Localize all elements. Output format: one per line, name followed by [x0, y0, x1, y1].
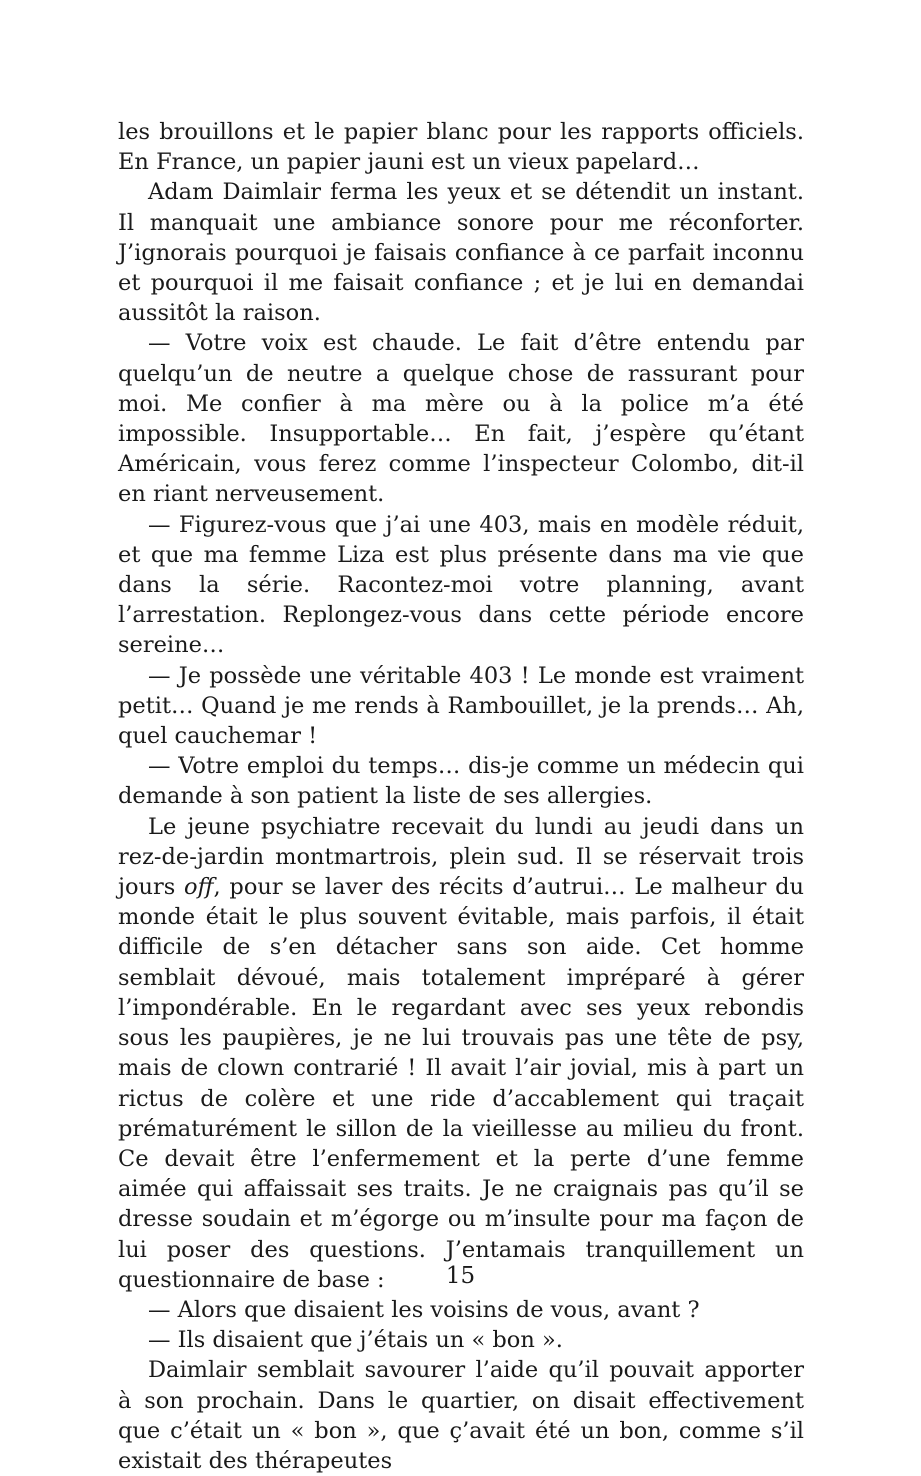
text-span: , pour se laver des récits d’autrui… Le malheur du monde était le plus souvent évitable, mais parfois, il était difficile de s’en détacher sans son aide. Cet homme semblait dévoué, mais totalement impréparé à gérer l’impondérable. En le regardant avec ses yeux rebondis sous les paupières, je ne lui trouvais pas une tête de psy, mais de clown contrarié ! Il avait l’air jovial, mis à part un rictus de colère et une ride d’accablement qui traçait prématurément le sillon de la vieillesse au milieu du front. Ce devait être l’enfermement et la perte d’une femme aimée qui affaissait ses traits. Je ne craignais pas qu’il se dresse soudain et m’égorge ou m’insulte pour ma façon de lui poser des questions. J’entamais tranquillement un questionnaire de base : [118, 874, 804, 1293]
paragraph: les brouillons et le papier blanc pour les rapports officiels. En France, un papier jauni est un vieux papelard… [118, 119, 804, 176]
paragraph [118, 812, 804, 1295]
paragraph: — Votre voix est chaude. Le fait d’être entendu par quelqu’un de neutre a quelque chose de rassurant pour moi. Me confier à ma mère ou à la police m’a été impossible. Insupportable… En fait, j’espère qu’étant Américain, vous ferez comme l’inspecteur Colombo, dit-il en riant nerveusement. [118, 330, 804, 508]
paragraph: — Alors que disaient les voisins de vous, avant ? [148, 1296, 700, 1323]
page-number: 15 [445, 1263, 476, 1289]
paragraph: — Figurez-vous que j’ai une 403, mais en modèle réduit, et que ma femme Liza est plus présente dans ma vie que dans la série. Racontez-moi votre planning, avant l’arrestation. Replongez-vous dans cette période encore sereine… [118, 511, 804, 659]
paragraph: — Votre emploi du temps… dis-je comme un médecin qui demande à son patient la liste de ses allergies. [118, 753, 804, 810]
text-span: Le jeune psychiatre recevait du lundi au jeudi dans un rez-de-jardin montmartrois, plein sud. Il se réservait trois jours [118, 813, 804, 901]
paragraph: — Ils disaient que j’étais un « bon ». [148, 1327, 563, 1354]
paragraph: Adam Daimlair ferma les yeux et se détendit un instant. Il manquait une ambiance sonore pour me réconforter. J’ignorais pourquoi je faisais confiance à ce parfait inconnu et pourquoi il me faisait confiance ; et je lui en demandai aussitôt la raison. [118, 179, 804, 327]
paragraph: — Je possède une véritable 403 ! Le monde est vraiment petit… Quand je me rends à Rambouillet, je la prends… Ah, quel cauchemar ! [118, 662, 804, 750]
italic-word: off [184, 874, 214, 901]
paragraph: Daimlair semblait savourer l’aide qu’il pouvait apporter à son prochain. Dans le quartier, on disait effectivement que c’était un « bon », que ç’avait été un bon, comme s’il existait des thérapeutes [118, 1357, 804, 1474]
